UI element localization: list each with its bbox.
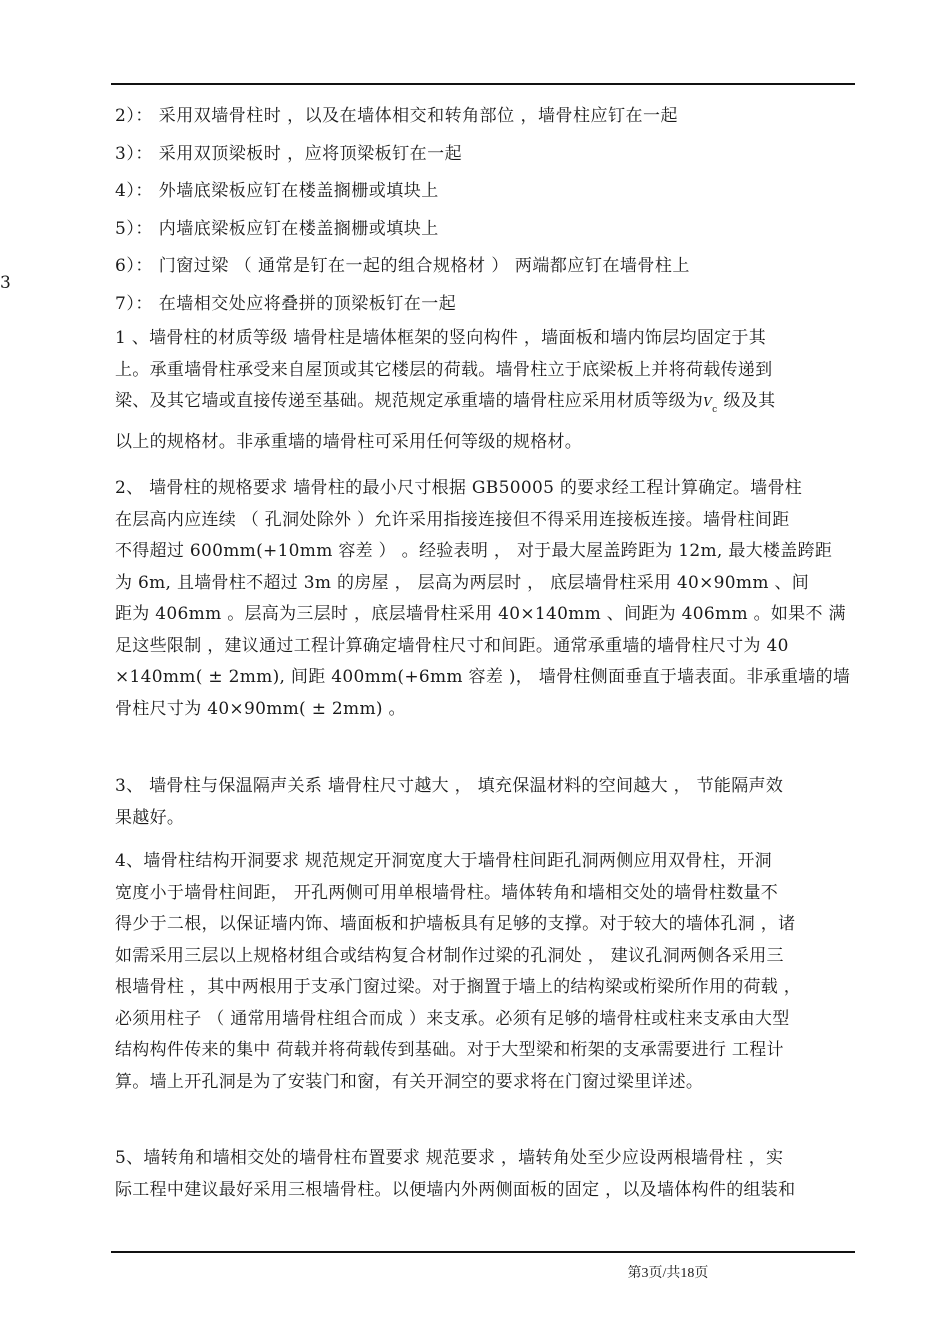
list-item: 6）： 门窗过梁 （ 通常是钉在一起的组合规格材 ） 两端都应钉在墙骨柱上 (115, 256, 690, 276)
page-number: 第3页/共18页 (627, 1266, 709, 1281)
page-footer (0, 1262, 950, 1282)
list-item: 7）： 在墙相交处应将叠拼的顶梁板钉在一起 (115, 294, 457, 314)
text-line: 5、墙转角和墙相交处的墙骨柱布置要求 规范要求 ，墙转角处至少应设两根墙骨柱 ，实 (115, 1148, 784, 1168)
text-line: 算。墙上开孔洞是为了安装门和窗，有关开洞空的要求将在门窗过梁里详述。 (115, 1071, 704, 1092)
text-line: 在层高内应连续 （ 孔洞处除外 ）允许采用指接连接但不得采用连接板连接。墙骨柱间距 (115, 509, 790, 530)
text-line: 不得超过 600mm(+10mm 容差 ） 。经验表明 ， 对于最大屋盖跨距为 12m, 最大楼盖跨距 (115, 541, 833, 561)
list-item: 3）： 采用双顶梁板时 ，应将顶梁板钉在一起 (115, 144, 463, 164)
grade-symbol: V (703, 395, 713, 409)
text-line: 上。承重墙骨柱承受来自屋顶或其它楼层的荷载。墙骨柱立于底梁板上并将荷载传递到 (115, 359, 773, 380)
paragraph-material-grade (115, 323, 857, 458)
paragraph-insulation (115, 771, 857, 834)
paragraph-size-requirements (115, 473, 857, 725)
margin-number: 3 (0, 273, 11, 293)
paragraph-corners (115, 1143, 857, 1206)
text-line: 得少于二根，以保证墙内饰、墙面板和护墙板具有足够的支撑。对于较大的墙体孔洞 ，诸 (115, 914, 796, 934)
grade-subscript: c (712, 405, 718, 415)
text-line: 根墙骨柱 ，其中两根用于支承门窗过梁。对于搁置于墙上的结构梁或桁梁所作用的荷载 ， (115, 977, 802, 997)
text-line: 2、 墙骨柱的规格要求 墙骨柱的最小尺寸根据 GB50005 的要求经工程计算确定。墙骨柱 (115, 478, 803, 498)
text-line: 距为 406mm 。层高为三层时 ，底层墙骨柱采用 40×140mm 、间距为 406mm 。如果不 满 (115, 604, 846, 624)
text-fragment: 梁、及其它墙或直接传递至基础。规范规定承重墙的墙骨柱应采用材质等级为 (115, 391, 704, 411)
list-item: 4）： 外墙底梁板应钉在楼盖搁栅或填块上 (115, 181, 439, 201)
text-line: 为 6m, 且墙骨柱不超过 3m 的房屋 ， 层高为两层时 ， 底层墙骨柱采用 40×90mm 、间 (115, 572, 810, 593)
text-line: 4、墙骨柱结构开洞要求 规范规定开洞宽度大于墙骨柱间距孔洞两侧应用双骨柱，开洞 (115, 851, 772, 871)
text-line: 果越好。 (115, 807, 185, 828)
paragraph-openings (115, 846, 857, 1098)
text-line: 必须用柱子 （ 通常用墙骨柱组合而成 ）来支承。必须有足够的墙骨柱或柱来支承由大型 (115, 1008, 790, 1029)
text-line: 足这些限制 ，建议通过工程计算确定墙骨柱尺寸和间距。通常承重墙的墙骨柱尺寸为 40 (115, 635, 789, 656)
text-line: 宽度小于墙骨柱间距， 开孔两侧可用单根墙骨柱。墙体转角和墙相交处的墙骨柱数量不 (115, 882, 779, 903)
text-line: 骨柱尺寸为 40×90mm( ± 2mm) 。 (115, 698, 406, 719)
text-line: 以上的规格材。非承重墙的墙骨柱可采用任何等级的规格材。 (115, 431, 583, 452)
header-rule (111, 83, 855, 85)
text-fragment: 级及其 (723, 391, 776, 411)
text-line: 结构构件传来的集中 荷载并将荷载传到基础。对于大型梁和桁架的支承需要进行 工程计 (115, 1040, 784, 1060)
text-line: 3、 墙骨柱与保温隔声关系 墙骨柱尺寸越大 ， 填充保温材料的空间越大 ， 节能隔声效 (115, 776, 784, 796)
text-line (115, 386, 857, 427)
text-line: 1 、墙骨柱的材质等级 墙骨柱是墙体框架的竖向构件 ，墙面板和墙内饰层均固定于其 (115, 328, 767, 348)
text-line: 际工程中建议最好采用三根墙骨柱。以便墙内外两侧面板的固定 ，以及墙体构件的组装和 (115, 1179, 796, 1200)
list-item: 2）： 采用双墙骨柱时 ，以及在墙体相交和转角部位 ，墙骨柱应钉在一起 (115, 106, 679, 126)
text-line: 如需采用三层以上规格材组合或结构复合材制作过梁的孔洞处 ， 建议孔洞两侧各采用三 (115, 945, 784, 966)
footer-rule (111, 1251, 855, 1253)
list-item: 5）： 内墙底梁板应钉在楼盖搁栅或填块上 (115, 219, 439, 239)
text-line: ×140mm( ± 2mm), 间距 400mm(+6mm 容差 )， 墙骨柱侧面垂直于墙表面。非承重墙的墙 (115, 667, 851, 687)
